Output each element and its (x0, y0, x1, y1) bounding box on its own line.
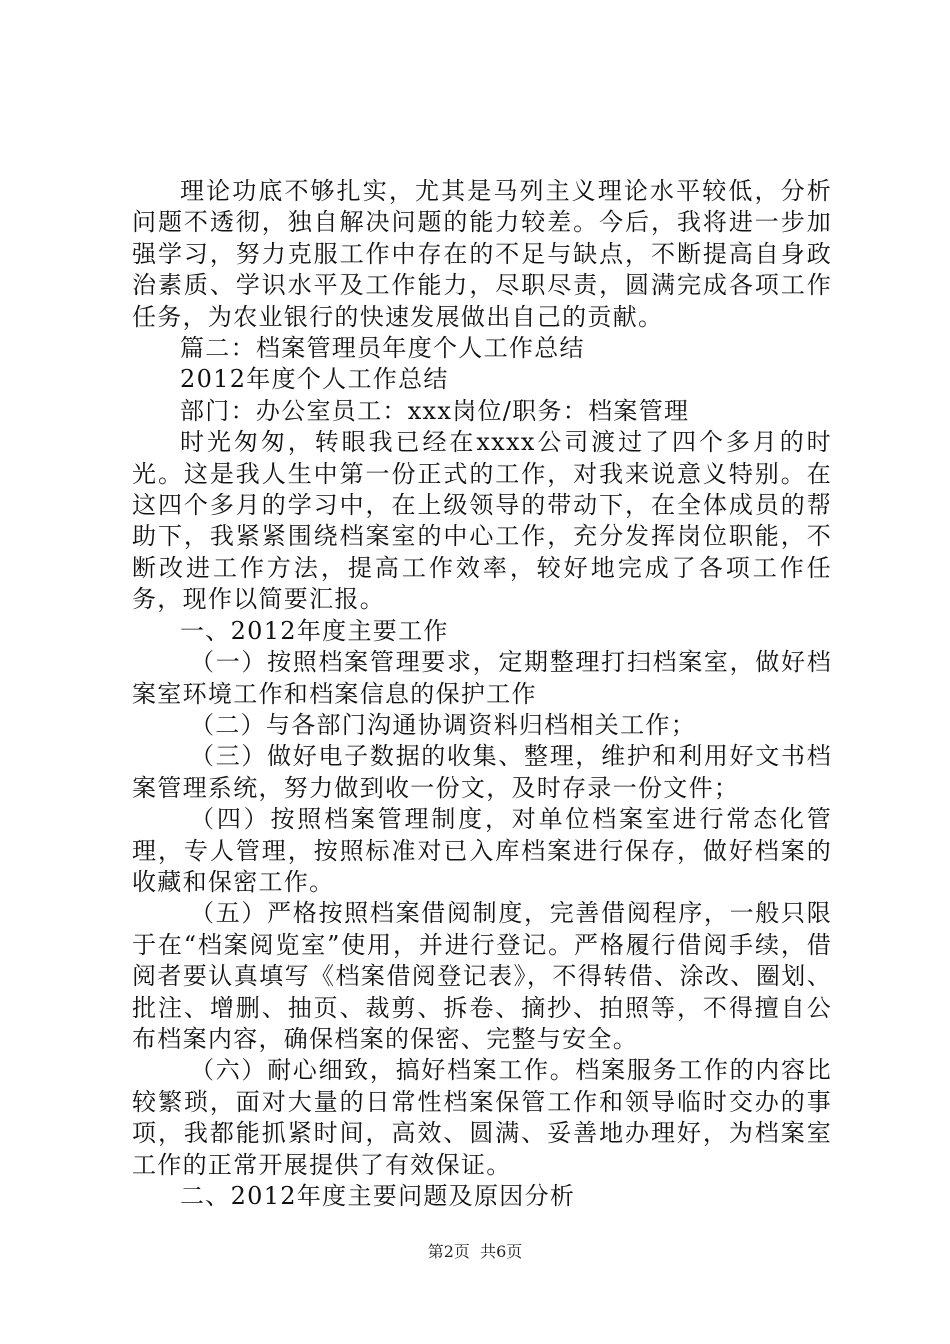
page-footer (0, 1242, 950, 1262)
list-item-1: （一）按照档案管理要求，定期整理打扫档案室，做好档案室环境工作和档案信息的保护工作 (132, 648, 832, 708)
paragraph-conclusion: 理论功底不够扎实，尤其是马列主义理论水平较低，分析问题不透彻，独自解决问题的能力较差。今后，我将进一步加强学习，努力克服工作中存在的不足与缺点，不断提高自身政治素质、学识水平及工作能力，尽职尽责，圆满完成各项工作任务，为农业银行的快速发展做出自己的贡献。 (132, 177, 832, 331)
page-number: 第2页 (427, 1242, 470, 1261)
author-info-line: 部门：办公室员工：xxx岗位/职务：档案管理 (180, 396, 690, 425)
list-item-4: （四）按照档案管理制度，对单位档案室进行常态化管理，专人管理，按照标准对已入库档案进行保存，做好档案的收藏和保密工作。 (132, 805, 832, 896)
list-item-6: （六）耐心细致，搞好档案工作。档案服务工作的内容比较繁琐，面对大量的日常性档案保管工作和领导临时交办的事项，我都能抓紧时间，高效、圆满、妥善地办理好，为档案室工作的正常开展提供了有效保证。 (132, 1056, 832, 1179)
section-heading-chapter-two: 篇二：档案管理员年度个人工作总结 (180, 334, 585, 363)
list-item-3: （三）做好电子数据的收集、整理，维护和利用好文书档案管理系统，努力做到收一份文，及时存录一份文件； (132, 742, 832, 802)
list-item-5: （五）严格按照档案借阅制度，完善借阅程序，一般只限于在“档案阅览室”使用，并进行登记。严格履行借阅手续，借阅者要认真填写《档案借阅登记表》，不得转借、涂改、圈划、批注、增删、抽页、裁剪、拆卷、摘抄、拍照等，不得擅自公布档案内容，确保档案的保密、完整与安全。 (132, 899, 832, 1053)
page-total: 共6页 (480, 1242, 523, 1261)
section-heading-main-work: 一、2012年度主要工作 (180, 616, 449, 645)
report-title: 2012年度个人工作总结 (180, 365, 449, 394)
section-heading-problems: 二、2012年度主要问题及原因分析 (180, 1182, 576, 1210)
list-item-2: （二）与各部门沟通协调资料归档相关工作； (190, 710, 696, 739)
document-body (132, 176, 832, 1212)
paragraph-introduction: 时光匆匆，转眼我已经在xxxx公司渡过了四个多月的时光。这是我人生中第一份正式的工作，对我来说意义特别。在这四个多月的学习中，在上级领导的带动下，在全体成员的帮助下，我紧紧围绕档案室的中心工作，充分发挥岗位职能，不断改进工作方法，提高工作效率，较好地完成了各项工作任务，现作以简要汇报。 (132, 428, 832, 614)
